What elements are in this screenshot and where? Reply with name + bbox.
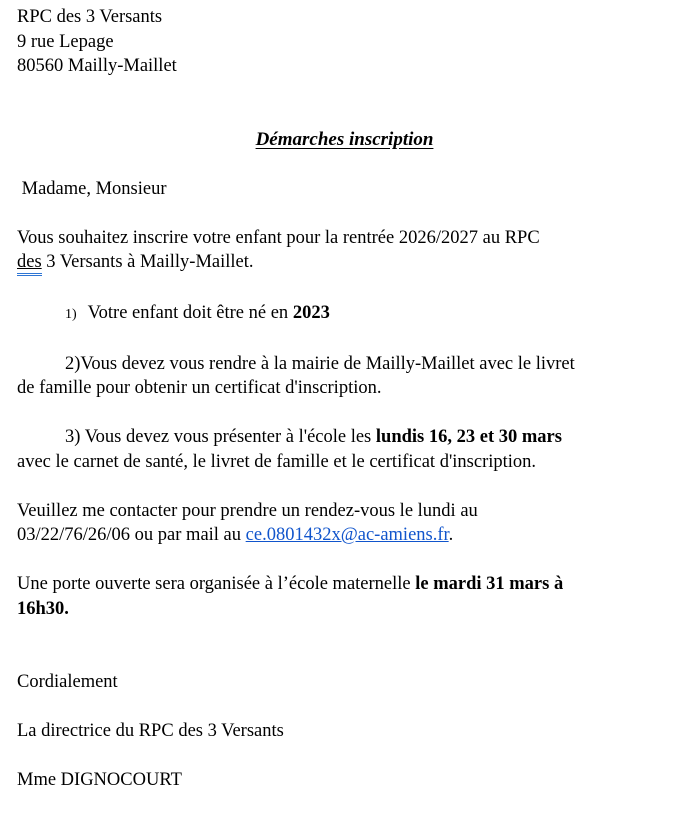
sender-name: RPC des 3 Versants	[17, 7, 163, 27]
list-item-3-text: 3) Vous devez vous présenter à l'école les	[65, 427, 376, 447]
signature-name: Mme DIGNOCOURT	[17, 770, 182, 790]
letter-title: Démarches inscription	[255, 128, 434, 150]
open-day-bold-time: 16h30.	[17, 598, 69, 619]
list-item-1-bold-year: 2023	[292, 302, 330, 323]
open-day-line-1	[17, 572, 672, 597]
intro-line-1: Vous souhaitez inscrire votre enfant pour la rentrée 2026/2027 au RPC	[17, 227, 540, 248]
salutation: Madame, Monsieur	[17, 178, 167, 199]
list-item-3-bold-dates: lundis 16, 23 et 30 mars	[375, 427, 562, 447]
list-item-1-text: Votre enfant doit être né en	[87, 302, 293, 323]
contact-phone-text: 03/22/76/26/06 ou par mail au	[17, 525, 246, 545]
open-day-text: Une porte ouverte sera organisée à l’école maternelle	[17, 574, 416, 594]
contact-line-2	[17, 523, 672, 548]
intro-line-2	[17, 250, 672, 276]
list-item-3-line-1	[17, 425, 672, 450]
list-item-2-line-1: 2)Vous devez vous rendre à la mairie de Mailly-Maillet avec le livret	[65, 353, 575, 374]
intro-line-2-rest: 3 Versants à Mailly-Maillet.	[41, 252, 254, 272]
contact-line-1: Veuillez me contacter pour prendre un rendez-vous le lundi au	[17, 500, 478, 521]
open-day-line-2	[17, 597, 672, 622]
open-day-bold-date: le mardi 31 mars à	[415, 574, 564, 594]
sender-city: 80560 Mailly-Maillet	[17, 56, 177, 76]
contact-line-2-period: .	[448, 525, 454, 545]
sender-street: 9 rue Lepage	[17, 31, 114, 52]
signature-role: La directrice du RPC des 3 Versants	[17, 721, 284, 741]
list-item-1-number: 1)	[65, 306, 77, 322]
grammar-marked-word: des	[17, 252, 42, 276]
list-item-2-line-2: de famille pour obtenir un certificat d'inscription.	[17, 378, 382, 398]
title-row	[17, 128, 672, 153]
email-link[interactable]: ce.0801432x@ac-amiens.fr	[245, 525, 449, 545]
list-item-3-line-2: avec le carnet de santé, le livret de famille et le certificat d'inscription.	[17, 451, 537, 472]
closing-regards: Cordialement	[17, 672, 118, 692]
list-item-1	[17, 301, 672, 328]
